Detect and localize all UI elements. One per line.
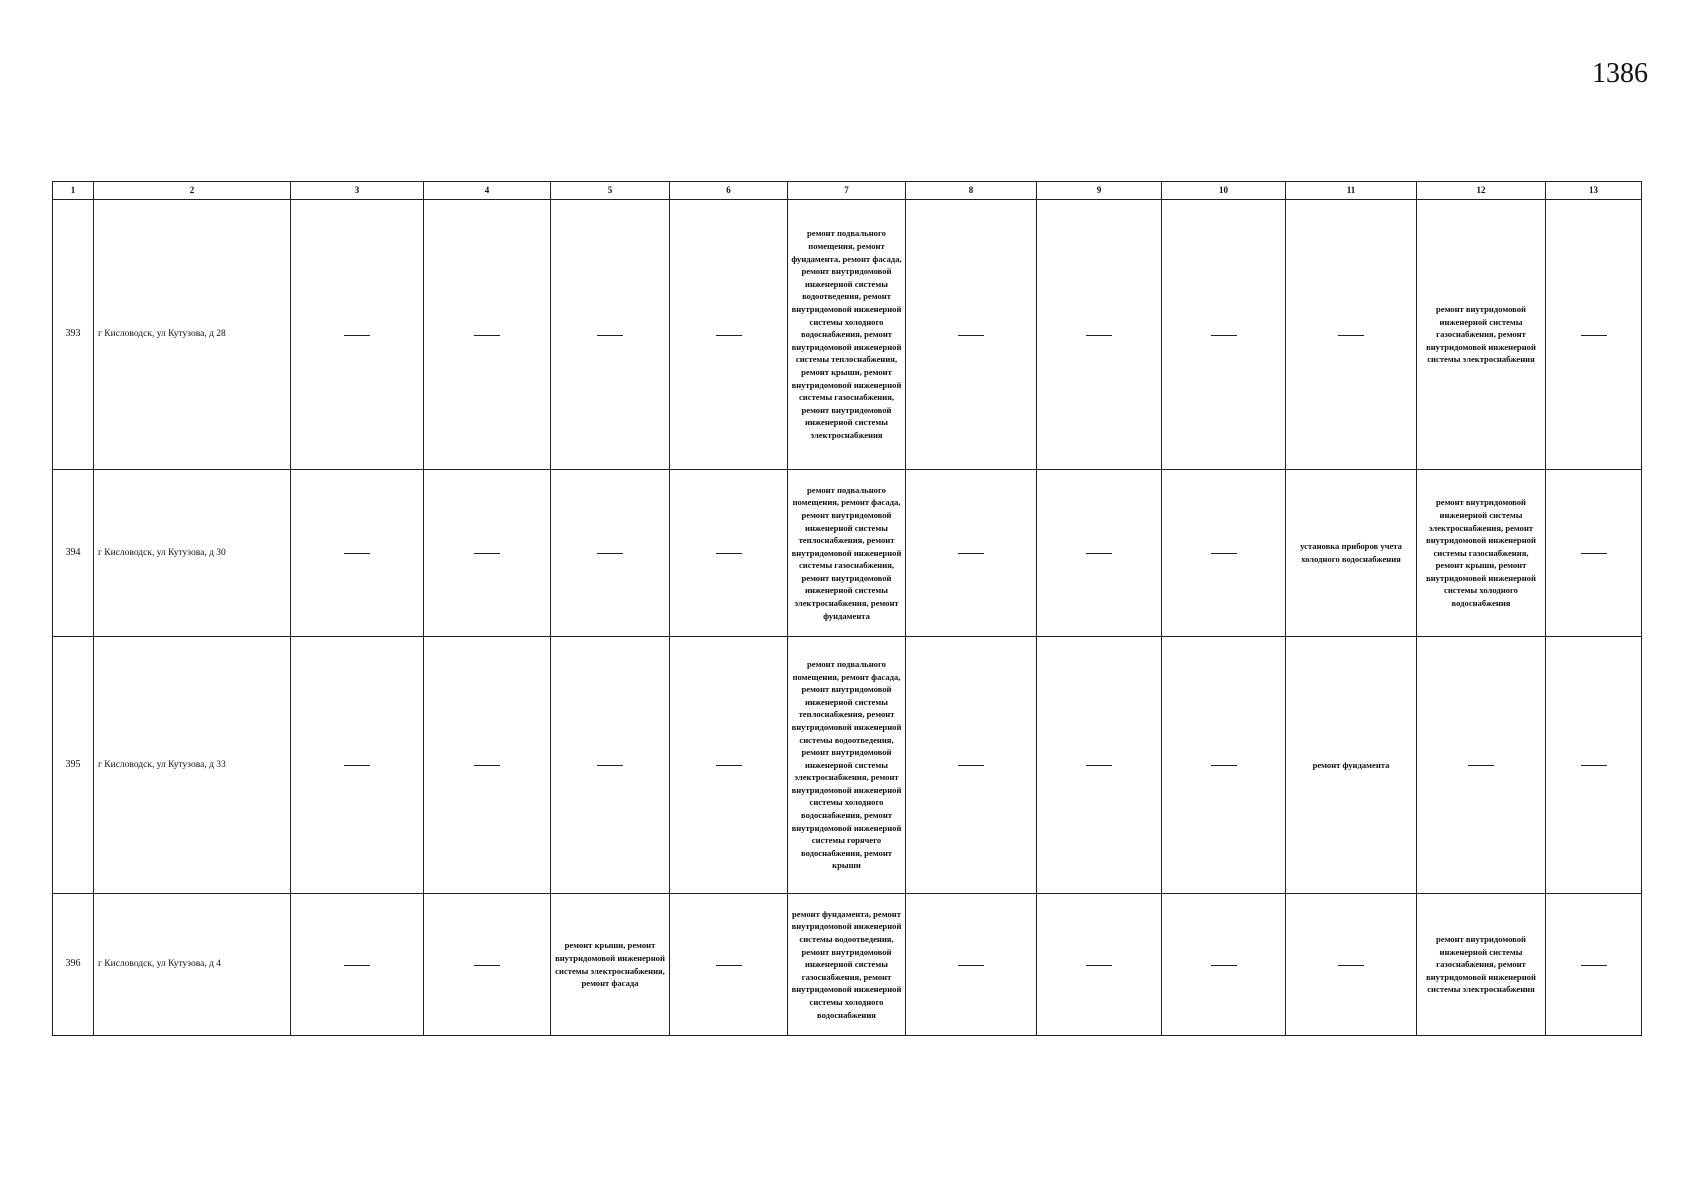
column-header: 4	[424, 182, 551, 200]
dash-mark	[1468, 765, 1494, 766]
empty-cell	[424, 200, 551, 470]
empty-cell	[906, 470, 1037, 637]
table-row	[53, 637, 1642, 894]
dash-mark	[1086, 335, 1112, 336]
table-row	[53, 200, 1642, 470]
empty-cell	[1546, 637, 1642, 894]
dash-mark	[958, 765, 984, 766]
column-header: 12	[1417, 182, 1546, 200]
dash-mark	[474, 765, 500, 766]
works-cell: ремонт внутридомовой инженерной системы газоснабжения, ремонт внутридомовой инженерной системы электроснабжения	[1417, 894, 1546, 1036]
row-number: 395	[53, 637, 94, 894]
row-number: 396	[53, 894, 94, 1036]
address-cell: г Кисловодск, ул Кутузова, д 4	[94, 894, 291, 1036]
repair-register-table	[52, 181, 1642, 1036]
empty-cell	[1162, 470, 1286, 637]
dash-mark	[474, 965, 500, 966]
empty-cell	[551, 200, 670, 470]
column-header: 5	[551, 182, 670, 200]
empty-cell	[1286, 200, 1417, 470]
empty-cell	[906, 637, 1037, 894]
empty-cell	[424, 637, 551, 894]
dash-mark	[1211, 965, 1237, 966]
dash-mark	[474, 553, 500, 554]
column-header: 1	[53, 182, 94, 200]
works-cell: ремонт подвального помещения, ремонт фасада, ремонт внутридомовой инженерной системы теплоснабжения, ремонт внутридомовой инженерной системы водоотведения, ремонт внутридомовой инженерной системы электроснабжения, ремонт внутридомовой инженерной системы холодного водоснабжения, ремонт внутридомовой инженерной системы горячего водоснабжения, ремонт крыши	[788, 637, 906, 894]
empty-cell	[424, 894, 551, 1036]
dash-mark	[1338, 335, 1364, 336]
dash-mark	[344, 765, 370, 766]
dash-mark	[1581, 335, 1607, 336]
empty-cell	[291, 200, 424, 470]
row-number: 394	[53, 470, 94, 637]
row-number: 393	[53, 200, 94, 470]
dash-mark	[474, 335, 500, 336]
works-cell: установка приборов учета холодного водоснабжения	[1286, 470, 1417, 637]
empty-cell	[1037, 200, 1162, 470]
empty-cell	[1286, 894, 1417, 1036]
empty-cell	[670, 894, 788, 1036]
empty-cell	[1037, 470, 1162, 637]
dash-mark	[344, 965, 370, 966]
dash-mark	[1211, 335, 1237, 336]
column-header: 2	[94, 182, 291, 200]
address-cell: г Кисловодск, ул Кутузова, д 30	[94, 470, 291, 637]
column-header: 9	[1037, 182, 1162, 200]
dash-mark	[1581, 765, 1607, 766]
empty-cell	[291, 470, 424, 637]
dash-mark	[344, 553, 370, 554]
address-cell: г Кисловодск, ул Кутузова, д 33	[94, 637, 291, 894]
dash-mark	[1086, 765, 1112, 766]
dash-mark	[1581, 553, 1607, 554]
empty-cell	[1162, 637, 1286, 894]
address-cell: г Кисловодск, ул Кутузова, д 28	[94, 200, 291, 470]
works-cell: ремонт внутридомовой инженерной системы газоснабжения, ремонт внутридомовой инженерной системы электроснабжения	[1417, 200, 1546, 470]
works-cell: ремонт подвального помещения, ремонт фасада, ремонт внутридомовой инженерной системы теплоснабжения, ремонт внутридомовой инженерной системы газоснабжения, ремонт внутридомовой инженерной системы электроснабжения, ремонт фундамента	[788, 470, 906, 637]
works-cell: ремонт подвального помещения, ремонт фундамента, ремонт фасада, ремонт внутридомовой инженерной системы водоотведения, ремонт внутридомовой инженерной системы холодного водоснабжения, ремонт внутридомовой инженерной системы теплоснабжения, ремонт крыши, ремонт внутридомовой инженерной системы газоснабжения, ремонт внутридомовой инженерной системы электроснабжения	[788, 200, 906, 470]
empty-cell	[1037, 637, 1162, 894]
column-header: 11	[1286, 182, 1417, 200]
dash-mark	[1211, 553, 1237, 554]
column-number-row	[53, 182, 1642, 200]
dash-mark	[716, 765, 742, 766]
works-cell: ремонт фундамента	[1286, 637, 1417, 894]
dash-mark	[344, 335, 370, 336]
dash-mark	[1086, 965, 1112, 966]
dash-mark	[716, 335, 742, 336]
empty-cell	[551, 470, 670, 637]
column-header: 7	[788, 182, 906, 200]
page-number: 1386	[1592, 58, 1648, 89]
table-row	[53, 894, 1642, 1036]
empty-cell	[1037, 894, 1162, 1036]
empty-cell	[291, 637, 424, 894]
empty-cell	[291, 894, 424, 1036]
empty-cell	[551, 637, 670, 894]
column-header: 13	[1546, 182, 1642, 200]
empty-cell	[906, 200, 1037, 470]
works-cell: ремонт крыши, ремонт внутридомовой инженерной системы электроснабжения, ремонт фасада	[551, 894, 670, 1036]
dash-mark	[1338, 965, 1364, 966]
table-row	[53, 470, 1642, 637]
dash-mark	[958, 335, 984, 336]
empty-cell	[670, 200, 788, 470]
empty-cell	[1546, 894, 1642, 1036]
works-cell: ремонт фундамента, ремонт внутридомовой инженерной системы водоотведения, ремонт внутридомовой инженерной системы газоснабжения, ремонт внутридомовой инженерной системы холодного водоснабжения	[788, 894, 906, 1036]
column-header: 10	[1162, 182, 1286, 200]
dash-mark	[1581, 965, 1607, 966]
dash-mark	[1086, 553, 1112, 554]
dash-mark	[716, 965, 742, 966]
works-cell: ремонт внутридомовой инженерной системы электроснабжения, ремонт внутридомовой инженерной системы газоснабжения, ремонт крыши, ремонт внутридомовой инженерной системы холодного водоснабжения	[1417, 470, 1546, 637]
empty-cell	[1162, 200, 1286, 470]
dash-mark	[597, 553, 623, 554]
empty-cell	[1417, 637, 1546, 894]
dash-mark	[597, 765, 623, 766]
empty-cell	[424, 470, 551, 637]
empty-cell	[1162, 894, 1286, 1036]
empty-cell	[670, 470, 788, 637]
empty-cell	[670, 637, 788, 894]
dash-mark	[958, 965, 984, 966]
dash-mark	[597, 335, 623, 336]
dash-mark	[716, 553, 742, 554]
column-header: 8	[906, 182, 1037, 200]
empty-cell	[1546, 200, 1642, 470]
empty-cell	[1546, 470, 1642, 637]
column-header: 6	[670, 182, 788, 200]
dash-mark	[958, 553, 984, 554]
column-header: 3	[291, 182, 424, 200]
empty-cell	[906, 894, 1037, 1036]
dash-mark	[1211, 765, 1237, 766]
